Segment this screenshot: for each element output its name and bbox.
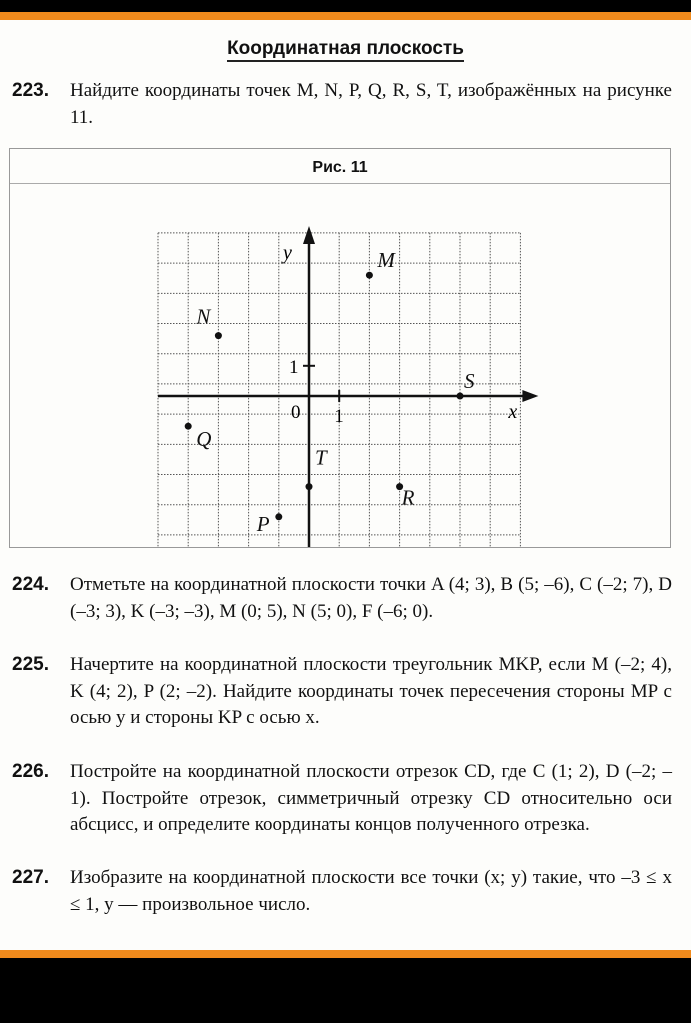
point-m — [366, 272, 373, 279]
problem-text: Отметьте на координатной плоскости точки A (4; 3), B (5; –6), C (–2; 7), D (–3; 3), K (–3; –3), M (0; 5), N (5; 0), F (–6; 0). — [70, 574, 672, 622]
problem-number: 224. — [12, 574, 49, 595]
point-n — [215, 332, 222, 339]
problem-text: Начертите на координатной плоскости треугольник MKP, если M (–2; 4), K (4; 2), P (2; –2). Найдите координаты точек пересечения стороны MP с осью y и стороны KP с осью x. — [70, 654, 672, 728]
problem-225 — [12, 652, 672, 732]
coordinate-plane — [10, 184, 670, 547]
section-title: Координатная плоскость — [0, 38, 691, 60]
problem-text: Постройте на координатной плоскости отрезок CD, где C (1; 2), D (–2; –1). Постройте отрезок, симметричный отрезку CD относительно оси абсцисс, и определите координаты концов полученного отрезка. — [70, 761, 672, 835]
problem-226 — [12, 759, 672, 839]
point-label-m: M — [377, 248, 395, 273]
problem-text: Найдите координаты точек M, N, P, Q, R, S, T, изображённых на рисунке 11. — [70, 80, 672, 128]
y-axis-arrow — [303, 226, 315, 244]
problem-number: 225. — [12, 654, 49, 675]
figure-11 — [9, 148, 671, 548]
figure-caption: Рис. 11 — [10, 149, 670, 184]
origin-label: 0 — [291, 402, 301, 423]
point-s — [457, 393, 464, 400]
point-label-r: R — [401, 485, 415, 510]
problem-224 — [12, 572, 672, 625]
point-label-s: S — [464, 369, 475, 393]
x-axis-arrow — [522, 390, 538, 402]
point-label-n: N — [196, 304, 211, 329]
point-label-p: P — [256, 511, 270, 536]
problem-number: 226. — [12, 761, 49, 782]
point-marks — [185, 248, 475, 536]
point-label-t: T — [315, 445, 327, 470]
axes — [158, 226, 538, 547]
unit-x-label: 1 — [334, 406, 344, 427]
problem-223 — [12, 78, 672, 131]
x-axis-label: x — [508, 401, 518, 423]
point-q — [185, 423, 192, 430]
y-axis-label: y — [283, 242, 292, 264]
textbook-page — [0, 20, 691, 950]
point-p — [275, 513, 282, 520]
point-label-q: Q — [196, 427, 212, 452]
point-t — [306, 483, 313, 490]
unit-y-label: 1 — [289, 356, 299, 378]
bottom-border — [0, 950, 691, 958]
top-border — [0, 0, 691, 20]
problem-text: Изобразите на координатной плоскости все точки (x; y) такие, что –3 ≤ x ≤ 1, y — произвольное число. — [70, 867, 672, 915]
problem-number: 227. — [12, 867, 49, 888]
problem-227 — [12, 865, 672, 918]
problem-number: 223. — [12, 80, 49, 101]
